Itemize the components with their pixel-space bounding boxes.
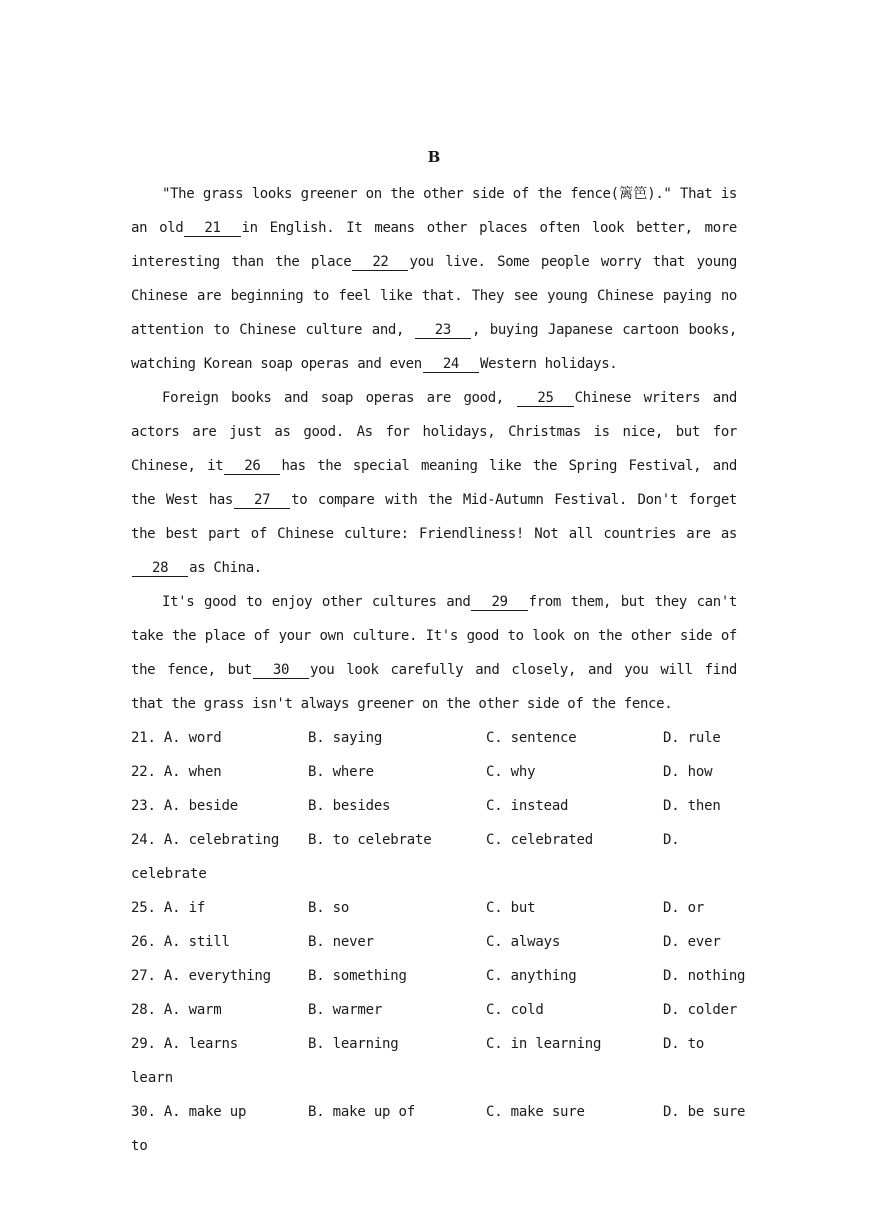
question-row <box>131 891 737 925</box>
blank-28: 28 <box>132 560 188 577</box>
passage-text: Chinese writers and actors are just as good. As for holidays, Christmas is nice, but for Chinese, it <box>131 390 738 474</box>
option-b: B. besides <box>308 798 391 814</box>
blank-29: 29 <box>471 594 527 611</box>
question-row <box>131 823 737 857</box>
option-d: D. ever <box>663 934 721 950</box>
option-d: D. be sure <box>663 1104 746 1120</box>
passage-paragraph <box>131 585 737 721</box>
option-a: 25. A. if <box>131 900 206 916</box>
option-d: D. rule <box>663 730 721 746</box>
question-row <box>131 1095 746 1129</box>
option-c: C. instead <box>486 798 569 814</box>
passage-paragraph <box>131 177 737 381</box>
option-a: 24. A. celebrating <box>131 832 280 848</box>
passage-text: Western holidays. <box>480 356 618 372</box>
passage-text: to compare with the Mid-Autumn Festival. Don't forget the best part of Chinese culture: Friendliness! Not all countries are as <box>131 492 737 542</box>
question-row <box>131 755 737 789</box>
passage-text: you look carefully and closely, and you will find that the grass isn't always greener on the other side of the fence. <box>131 662 737 712</box>
option-a: 27. A. everything <box>131 968 271 984</box>
option-b: B. where <box>308 764 374 780</box>
document-page <box>131 146 746 1163</box>
option-b: B. to celebrate <box>308 832 432 848</box>
option-c: C. in learning <box>486 1036 602 1052</box>
option-a: 28. A. warm <box>131 1002 222 1018</box>
question-row <box>131 959 746 993</box>
blank-27: 27 <box>234 492 290 509</box>
option-d: D. <box>663 832 680 848</box>
option-b: B. so <box>308 900 350 916</box>
option-d: D. or <box>663 900 705 916</box>
option-d: D. to <box>663 1036 705 1052</box>
answer-options <box>131 721 746 1163</box>
option-c: C. sentence <box>486 730 577 746</box>
option-a: 26. A. still <box>131 934 230 950</box>
blank-25: 25 <box>517 390 573 407</box>
passage-paragraph <box>131 381 737 585</box>
option-d-continued: learn <box>131 1070 174 1086</box>
question-row <box>131 721 737 755</box>
question-row <box>131 993 737 1027</box>
question-row <box>131 925 737 959</box>
option-a: 30. A. make up <box>131 1104 247 1120</box>
option-a: 29. A. learns <box>131 1036 238 1052</box>
option-d: D. nothing <box>663 968 746 984</box>
passage-text: , buying Japanese cartoon books, watching Korean soap operas and even <box>131 322 737 372</box>
option-b: B. something <box>308 968 407 984</box>
option-d: D. then <box>663 798 721 814</box>
option-c: C. anything <box>486 968 577 984</box>
option-c: C. why <box>486 764 536 780</box>
reading-passage <box>131 177 737 721</box>
passage-text: "The grass looks greener on the other side of the fence(篱笆)." That is an old <box>131 186 737 236</box>
question-row <box>131 1027 737 1061</box>
option-b: B. learning <box>308 1036 399 1052</box>
option-c: C. make sure <box>486 1104 585 1120</box>
blank-24: 24 <box>423 356 479 373</box>
passage-text: It's good to enjoy other cultures and <box>162 594 471 610</box>
option-b: B. warmer <box>308 1002 383 1018</box>
option-b: B. never <box>308 934 374 950</box>
blank-22: 22 <box>352 254 408 271</box>
option-d: D. how <box>663 764 713 780</box>
blank-23: 23 <box>415 322 471 339</box>
option-d: D. colder <box>663 1002 738 1018</box>
option-c: C. but <box>486 900 536 916</box>
option-a: 23. A. beside <box>131 798 238 814</box>
option-c: C. celebrated <box>486 832 593 848</box>
option-a: 21. A. word <box>131 730 222 746</box>
passage-text: you live. Some people worry that young Chinese are beginning to feel like that. They see young Chinese paying no attention to Chinese culture and, <box>131 254 737 338</box>
blank-26: 26 <box>224 458 280 475</box>
option-a: 22. A. when <box>131 764 222 780</box>
question-row <box>131 789 737 823</box>
blank-21: 21 <box>184 220 240 237</box>
option-d-continued: celebrate <box>131 866 207 882</box>
passage-text: has the special meaning like the Spring Festival, and the West has <box>131 458 737 508</box>
option-d-continued: to <box>131 1138 148 1154</box>
option-c: C. always <box>486 934 561 950</box>
passage-text: in English. It means other places often look better, more interesting than the place <box>131 220 737 270</box>
passage-text: from them, but they can't take the place of your own culture. It's good to look on the other side of the fence, but <box>131 594 737 678</box>
option-b: B. saying <box>308 730 383 746</box>
blank-30: 30 <box>253 662 309 679</box>
passage-text: as China. <box>189 560 262 576</box>
section-heading: B <box>427 148 441 166</box>
option-b: B. make up of <box>308 1104 415 1120</box>
option-c: C. cold <box>486 1002 544 1018</box>
passage-text: Foreign books and soap operas are good, <box>162 390 517 406</box>
